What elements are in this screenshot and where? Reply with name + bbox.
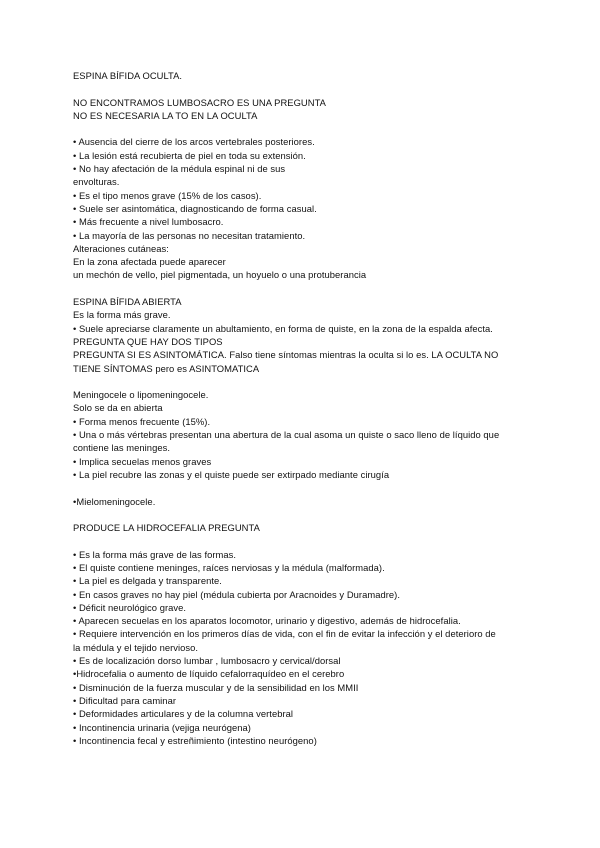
text-line: • En casos graves no hay piel (médula cubierta por Aracnoides y Duramadre). bbox=[73, 588, 400, 600]
text-line: contiene las meninges. bbox=[73, 442, 170, 454]
text-line: • La mayoría de las personas no necesitan tratamiento. bbox=[73, 229, 306, 241]
text-line: • Es de localización dorso lumbar , lumbosacro y cervical/dorsal bbox=[73, 655, 341, 667]
text-line: • Implica secuelas menos graves bbox=[73, 455, 212, 467]
text-line: ESPINA BÍFIDA OCULTA. bbox=[73, 70, 183, 81]
paragraph-gap bbox=[73, 282, 560, 295]
paragraph-gap bbox=[73, 375, 560, 388]
text-line: • Incontinencia urinaria (vejiga neurógena) bbox=[73, 721, 251, 733]
text-line: • El quiste contiene meninges, raíces nerviosas y la médula (malformada). bbox=[73, 561, 385, 573]
text-line: • Ausencia del cierre de los arcos vertebrales posteriores. bbox=[73, 136, 315, 148]
text-line: un mechón de vello, piel pigmentada, un hoyuelo o una protuberancia bbox=[73, 269, 367, 281]
paragraph-gap bbox=[73, 122, 560, 135]
text-line: • Incontinencia fecal y estreñimiento (intestino neurógeno) bbox=[73, 734, 317, 746]
text-line: • Suele ser asintomática, diagnosticando de forma casual. bbox=[73, 202, 317, 214]
paragraph-gap bbox=[73, 508, 560, 521]
text-line: •Hidrocefalia o aumento de líquido cefalorraquídeo en el cerebro bbox=[73, 668, 345, 680]
text-line: •Mielomeningocele. bbox=[73, 495, 156, 507]
text-line: • La lesión está recubierta de piel en toda su extensión. bbox=[73, 149, 306, 161]
text-line: • Disminución de la fuerza muscular y de la sensibilidad en los MMII bbox=[73, 681, 359, 693]
text-line: • Deformidades articulares y de la columna vertebral bbox=[73, 708, 294, 720]
text-line: envolturas. bbox=[73, 176, 120, 188]
text-line: NO ENCONTRAMOS LUMBOSACRO ES UNA PREGUNTA bbox=[73, 96, 326, 108]
paragraph-gap bbox=[73, 481, 560, 494]
text-line: En la zona afectada puede aparecer bbox=[73, 256, 226, 268]
text-line: Es la forma más grave. bbox=[73, 309, 171, 321]
text-line: • Requiere intervención en los primeros días de vida, con el fin de evitar la infección y el deterioro de bbox=[73, 628, 496, 640]
text-line: • Es el tipo menos grave (15% de los casos). bbox=[73, 189, 262, 201]
text-line: PREGUNTA QUE HAY DOS TIPOS bbox=[73, 335, 223, 347]
text-line: PRODUCE LA HIDROCEFALIA PREGUNTA bbox=[73, 522, 260, 534]
text-line: TIENE SÍNTOMAS pero es ASINTOMATICA bbox=[73, 362, 260, 374]
text-line: • Déficit neurológico grave. bbox=[73, 601, 187, 613]
text-line: Meningocele o lipomeningocele. bbox=[73, 389, 209, 401]
text-line: • Dificultad para caminar bbox=[73, 694, 177, 706]
text-line: • La piel es delgada y transparente. bbox=[73, 575, 222, 587]
paragraph-gap bbox=[73, 82, 560, 95]
text-line: • La piel recubre las zonas y el quiste puede ser extirpado mediante cirugía bbox=[73, 468, 390, 480]
document-body bbox=[73, 69, 560, 747]
text-line: PREGUNTA SI ES ASINTOMÁTICA. Falso tiene síntomas mientras la oculta si lo es. LA OCULTA NO bbox=[73, 349, 499, 361]
text-line: Alteraciones cutáneas: bbox=[73, 242, 169, 254]
text-line: • Aparecen secuelas en los aparatos locomotor, urinario y digestivo, además de hidrocefalia. bbox=[73, 615, 461, 627]
text-line: la médula y el tejido nervioso. bbox=[73, 641, 199, 653]
text-line: • Forma menos frecuente (15%). bbox=[73, 415, 211, 427]
text-line: ESPINA BÍFIDA ABIERTA bbox=[73, 296, 182, 308]
text-line: • Suele apreciarse claramente un abultamiento, en forma de quiste, en la zona de la espalda afecta. bbox=[73, 322, 493, 334]
text-line: • Es la forma más grave de las formas. bbox=[73, 548, 237, 560]
text-line: • No hay afectación de la médula espinal ni de sus bbox=[73, 163, 286, 175]
text-line: NO ES NECESARIA LA TO EN LA OCULTA bbox=[73, 109, 258, 121]
text-line: • Una o más vértebras presentan una abertura de la cual asoma un quiste o saco lleno de líquido que bbox=[73, 429, 500, 441]
paragraph-gap bbox=[73, 534, 560, 547]
text-line: Solo se da en abierta bbox=[73, 402, 163, 414]
text-line: • Más frecuente a nivel lumbosacro. bbox=[73, 216, 224, 228]
